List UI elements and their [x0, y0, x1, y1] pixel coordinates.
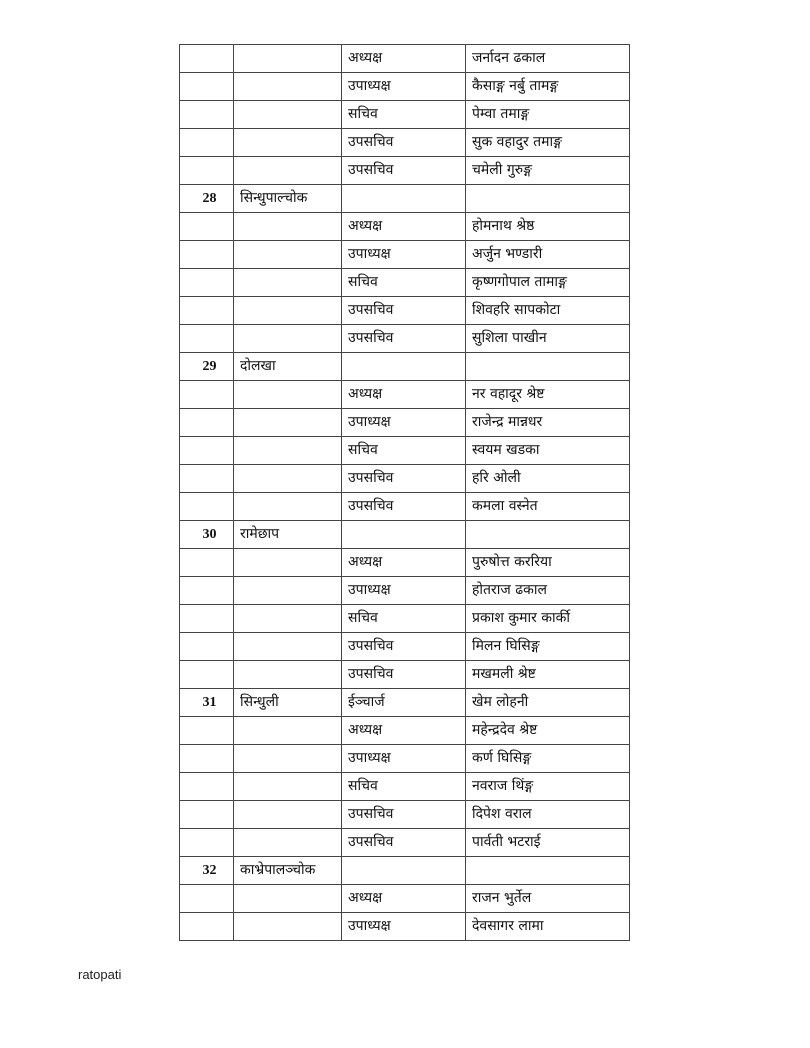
role-cell — [342, 353, 466, 381]
district-number-cell — [180, 829, 234, 857]
district-name-cell — [234, 493, 342, 521]
district-name-cell — [234, 745, 342, 773]
district-number-cell: 30 — [180, 521, 234, 549]
table-row — [180, 465, 630, 493]
role-cell: सचिव — [342, 773, 466, 801]
table-row — [180, 381, 630, 409]
district-name-cell — [234, 213, 342, 241]
table-row — [180, 409, 630, 437]
role-cell: उपाध्यक्ष — [342, 577, 466, 605]
table-row — [180, 185, 630, 213]
role-cell: अध्यक्ष — [342, 45, 466, 73]
role-cell: उपसचिव — [342, 633, 466, 661]
member-name-cell: सुशिला पाखीन — [466, 325, 630, 353]
table-row — [180, 661, 630, 689]
district-name-cell — [234, 465, 342, 493]
district-number-cell — [180, 577, 234, 605]
district-number-cell: 31 — [180, 689, 234, 717]
role-cell — [342, 521, 466, 549]
district-number-cell: 32 — [180, 857, 234, 885]
table-row — [180, 521, 630, 549]
role-cell: सचिव — [342, 101, 466, 129]
table-row — [180, 241, 630, 269]
district-number-cell — [180, 773, 234, 801]
member-name-cell: खेम लोहनी — [466, 689, 630, 717]
district-name-cell — [234, 577, 342, 605]
role-cell: उपसचिव — [342, 493, 466, 521]
district-name-cell — [234, 549, 342, 577]
district-name-cell — [234, 801, 342, 829]
district-name-cell — [234, 73, 342, 101]
role-cell: सचिव — [342, 269, 466, 297]
member-name-cell: देवसागर लामा — [466, 913, 630, 941]
role-cell: उपाध्यक्ष — [342, 73, 466, 101]
district-name-cell — [234, 661, 342, 689]
role-cell: अध्यक्ष — [342, 549, 466, 577]
district-number-cell — [180, 213, 234, 241]
role-cell: अध्यक्ष — [342, 213, 466, 241]
role-cell: उपसचिव — [342, 829, 466, 857]
table-row — [180, 325, 630, 353]
role-cell: उपसचिव — [342, 661, 466, 689]
district-name-cell: रामेछाप — [234, 521, 342, 549]
role-cell: उपसचिव — [342, 801, 466, 829]
footer-watermark: ratopati — [78, 967, 122, 982]
table-row — [180, 437, 630, 465]
district-name-cell — [234, 913, 342, 941]
table-row — [180, 829, 630, 857]
table-row — [180, 353, 630, 381]
district-name-cell: सिन्धुपाल्चोक — [234, 185, 342, 213]
district-number-cell — [180, 157, 234, 185]
district-name-cell: दोलखा — [234, 353, 342, 381]
table-row — [180, 801, 630, 829]
role-cell — [342, 857, 466, 885]
district-number-cell: 28 — [180, 185, 234, 213]
role-cell: उपाध्यक्ष — [342, 913, 466, 941]
member-name-cell — [466, 185, 630, 213]
district-number-cell — [180, 661, 234, 689]
role-cell: अध्यक्ष — [342, 885, 466, 913]
table-row — [180, 129, 630, 157]
table-row — [180, 269, 630, 297]
district-name-cell — [234, 325, 342, 353]
district-number-cell — [180, 437, 234, 465]
member-name-cell — [466, 857, 630, 885]
member-name-cell: कृष्णगोपाल तामाङ्ग — [466, 269, 630, 297]
role-cell — [342, 185, 466, 213]
member-name-cell: सुक वहादुर तमाङ्ग — [466, 129, 630, 157]
district-name-cell — [234, 129, 342, 157]
role-cell: उपसचिव — [342, 297, 466, 325]
member-name-cell: स्वयम खडका — [466, 437, 630, 465]
district-name-cell — [234, 717, 342, 745]
member-name-cell — [466, 521, 630, 549]
member-name-cell: शिवहरि सापकोटा — [466, 297, 630, 325]
district-number-cell — [180, 297, 234, 325]
district-number-cell: 29 — [180, 353, 234, 381]
member-name-cell: पेम्वा तमाङ्ग — [466, 101, 630, 129]
district-name-cell — [234, 269, 342, 297]
district-name-cell — [234, 633, 342, 661]
district-name-cell: सिन्धुली — [234, 689, 342, 717]
district-number-cell — [180, 45, 234, 73]
member-name-cell: होमनाथ श्रेष्ठ — [466, 213, 630, 241]
table-row — [180, 885, 630, 913]
district-number-cell — [180, 241, 234, 269]
district-name-cell — [234, 297, 342, 325]
district-name-cell — [234, 885, 342, 913]
district-number-cell — [180, 129, 234, 157]
table-row — [180, 745, 630, 773]
table-row — [180, 73, 630, 101]
role-cell: उपाध्यक्ष — [342, 409, 466, 437]
role-cell: उपसचिव — [342, 325, 466, 353]
member-name-cell: कमला वस्नेत — [466, 493, 630, 521]
role-cell: उपाध्यक्ष — [342, 241, 466, 269]
district-name-cell — [234, 829, 342, 857]
member-name-cell: चमेली गुरुङ्ग — [466, 157, 630, 185]
member-name-cell: पार्वती भटराई — [466, 829, 630, 857]
role-cell: उपसचिव — [342, 157, 466, 185]
district-number-cell — [180, 717, 234, 745]
member-name-cell: पुरुषोत्त कररिया — [466, 549, 630, 577]
district-name-cell: काभ्रेपालञ्चोक — [234, 857, 342, 885]
district-name-cell — [234, 241, 342, 269]
district-number-cell — [180, 745, 234, 773]
district-name-cell — [234, 773, 342, 801]
table-row — [180, 773, 630, 801]
district-number-cell — [180, 101, 234, 129]
district-number-cell — [180, 381, 234, 409]
district-name-cell — [234, 381, 342, 409]
member-name-cell: हरि ओली — [466, 465, 630, 493]
table-row — [180, 913, 630, 941]
member-name-cell: नवराज थिंङ्ग — [466, 773, 630, 801]
district-number-cell — [180, 605, 234, 633]
district-number-cell — [180, 885, 234, 913]
member-name-cell: राजन भुर्तेल — [466, 885, 630, 913]
member-name-cell: मिलन घिसिङ्ग — [466, 633, 630, 661]
table-row — [180, 577, 630, 605]
district-number-cell — [180, 913, 234, 941]
table-body — [180, 45, 630, 941]
district-name-cell — [234, 157, 342, 185]
member-name-cell: राजेन्द्र मान्नधर — [466, 409, 630, 437]
table-row — [180, 689, 630, 717]
table-row — [180, 213, 630, 241]
role-cell: सचिव — [342, 437, 466, 465]
member-name-cell: कैसाङ्ग नर्बु तामङ्ग — [466, 73, 630, 101]
district-name-cell — [234, 605, 342, 633]
member-name-cell — [466, 353, 630, 381]
district-name-cell — [234, 101, 342, 129]
member-name-cell: अर्जुन भण्डारी — [466, 241, 630, 269]
table-row — [180, 605, 630, 633]
role-cell: ईञ्चार्ज — [342, 689, 466, 717]
role-cell: सचिव — [342, 605, 466, 633]
role-cell: उपसचिव — [342, 129, 466, 157]
district-number-cell — [180, 269, 234, 297]
role-cell: उपाध्यक्ष — [342, 745, 466, 773]
table-row — [180, 717, 630, 745]
table-row — [180, 101, 630, 129]
table-row — [180, 549, 630, 577]
table-row — [180, 157, 630, 185]
member-name-cell: कर्ण घिसिङ्ग — [466, 745, 630, 773]
district-number-cell — [180, 549, 234, 577]
district-number-cell — [180, 633, 234, 661]
district-name-cell — [234, 437, 342, 465]
table-row — [180, 633, 630, 661]
district-number-cell — [180, 801, 234, 829]
member-name-cell: दिपेश वराल — [466, 801, 630, 829]
table-row — [180, 297, 630, 325]
role-cell: अध्यक्ष — [342, 717, 466, 745]
district-name-cell — [234, 45, 342, 73]
district-number-cell — [180, 73, 234, 101]
table-row — [180, 857, 630, 885]
district-number-cell — [180, 493, 234, 521]
committee-table — [179, 44, 630, 941]
member-name-cell: नर वहादूर श्रेष्ट — [466, 381, 630, 409]
role-cell: अध्यक्ष — [342, 381, 466, 409]
member-name-cell: मखमली श्रेष्ट — [466, 661, 630, 689]
district-number-cell — [180, 325, 234, 353]
member-name-cell: होतराज ढकाल — [466, 577, 630, 605]
table-row — [180, 45, 630, 73]
member-name-cell: महेन्द्रदेव श्रेष्ट — [466, 717, 630, 745]
table-row — [180, 493, 630, 521]
member-name-cell: जर्नादन ढकाल — [466, 45, 630, 73]
district-number-cell — [180, 465, 234, 493]
district-number-cell — [180, 409, 234, 437]
member-name-cell: प्रकाश कुमार कार्की — [466, 605, 630, 633]
role-cell: उपसचिव — [342, 465, 466, 493]
district-name-cell — [234, 409, 342, 437]
